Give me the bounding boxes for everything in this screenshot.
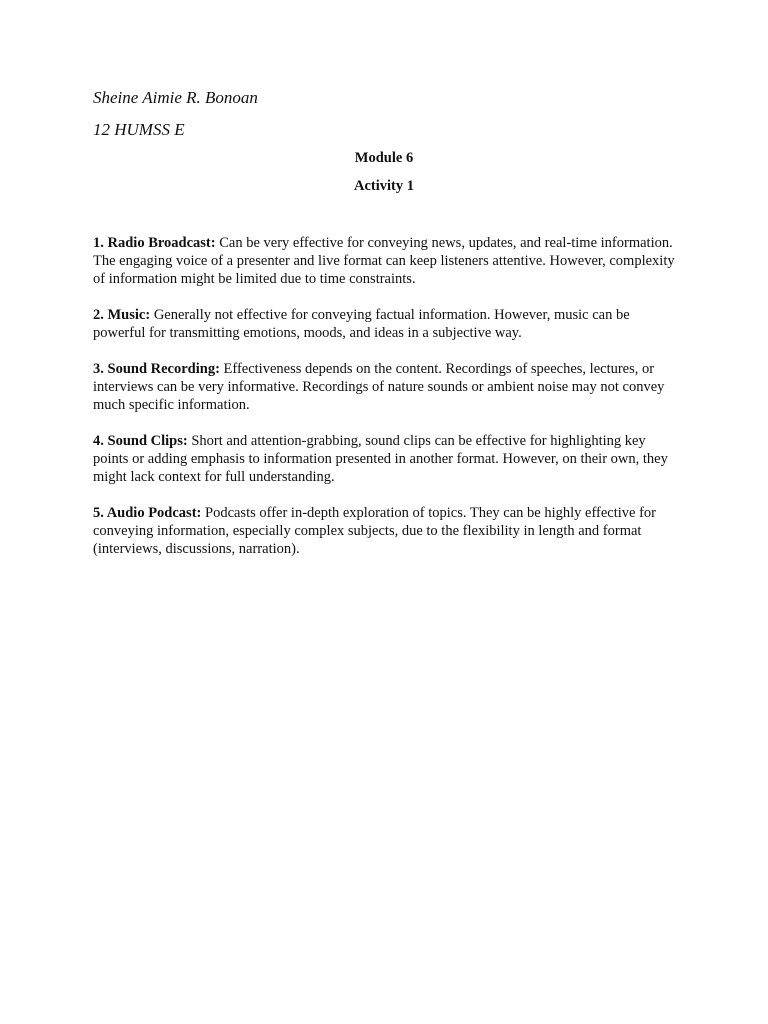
answer-item-text: Short and attention-grabbing, sound clips can be effective for highlighting key points or adding emphasis to information presented in another format. However, on their own, they might lack context for full understanding. (93, 433, 668, 485)
class-section: 12 HUMSS E (93, 120, 185, 139)
activity-title: Activity 1 (354, 178, 414, 194)
answer-list (93, 234, 683, 576)
answer-item-title: 1. Radio Broadcast: (93, 235, 216, 251)
answer-item-text: Can be very effective for conveying news, updates, and real-time information. The engaging voice of a presenter and live format can keep listeners attentive. However, complexity of information might be limited due to time constraints. (93, 235, 675, 287)
answer-item-title: 5. Audio Podcast: (93, 505, 202, 521)
answer-item-title: 4. Sound Clips: (93, 433, 188, 449)
answer-item-text: Podcasts offer in-depth exploration of topics. They can be highly effective for conveying information, especially complex subjects, due to the flexibility in length and format (interviews, discussions, narration). (93, 505, 656, 557)
answer-item-music (93, 306, 683, 342)
module-title: Module 6 (354, 150, 414, 166)
answer-item-sound-recording (93, 360, 683, 414)
answer-item-audio-podcast (93, 504, 683, 558)
answer-item-text: Generally not effective for conveying factual information. However, music can be powerful for transmitting emotions, moods, and ideas in a subjective way. (93, 307, 630, 341)
answer-item-title: 2. Music: (93, 307, 151, 323)
answer-item-sound-clips (93, 432, 683, 486)
answer-item-title: 3. Sound Recording: (93, 361, 220, 377)
author-name: Sheine Aimie R. Bonoan (93, 88, 258, 107)
answer-item-text: Effectiveness depends on the content. Recordings of speeches, lectures, or interviews can be very informative. Recordings of nature sounds or ambient noise may not convey much specific information. (93, 361, 665, 413)
answer-item-radio-broadcast (93, 234, 683, 288)
